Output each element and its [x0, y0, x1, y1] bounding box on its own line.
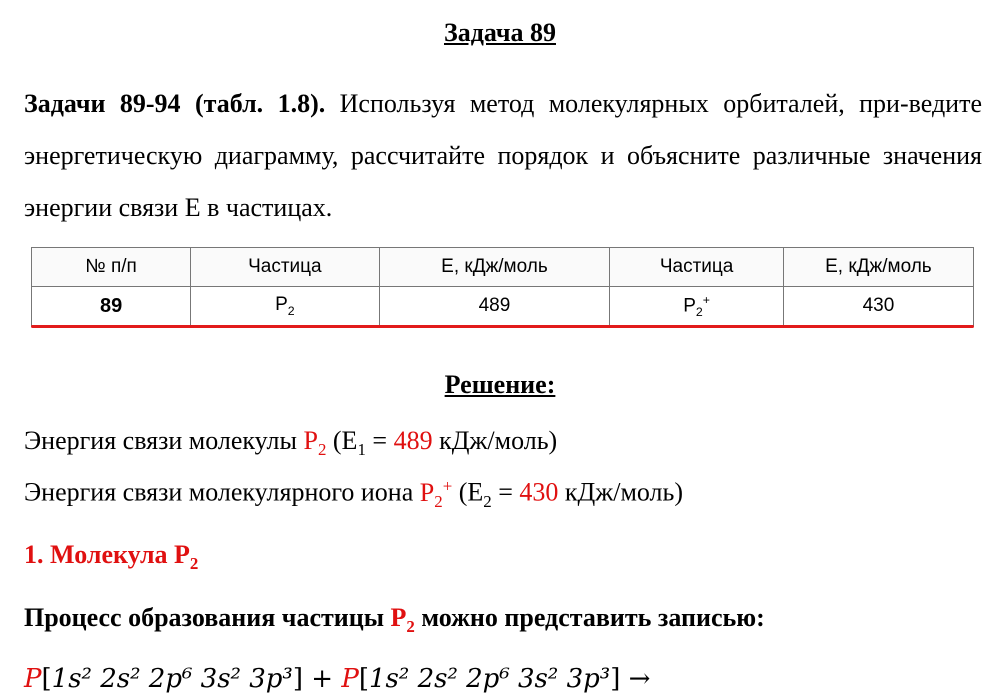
electron-config: 1s² 2s² 2p⁶ 3s² 3p³ — [369, 664, 611, 694]
cell-energy-1: 489 — [379, 287, 610, 326]
line-text: кДж/моль) — [432, 426, 558, 455]
particle-charge: + — [442, 476, 453, 495]
line-text: Энергия связи молекулярного иона — [24, 477, 420, 507]
problem-label: Задачи 89-94 (табл. 1.8). — [24, 89, 326, 118]
cell-particle-1 — [191, 287, 379, 326]
particle-symbol: P — [683, 295, 696, 317]
atom-symbol: P — [341, 664, 359, 694]
line-text: (E — [452, 477, 484, 507]
page-title: Задача 89 — [444, 18, 556, 47]
particle-subscript: 2 — [406, 617, 415, 637]
header-particle-1: Частица — [191, 248, 379, 287]
energy-value: 430 — [519, 477, 559, 507]
electron-config: 1s² 2s² 2p⁶ 3s² 3p³ — [51, 664, 293, 694]
problem-statement — [24, 78, 982, 234]
header-num: № п/п — [32, 248, 191, 287]
particle-formula — [419, 476, 453, 511]
section-subscript: 2 — [189, 554, 199, 574]
particle-symbol: P — [419, 477, 435, 507]
line-text: Энергия связи молекулы — [24, 426, 304, 455]
red-underline — [31, 325, 974, 328]
particle-formula — [390, 603, 415, 637]
energy-line-ion — [24, 476, 683, 512]
particle-subscript: 2 — [287, 303, 295, 318]
line-text: (E — [326, 426, 358, 455]
particle-symbol: P — [275, 294, 288, 316]
formation-formula: P[1s² 2s² 2p⁶ 3s² 3p³] + P[1s² 2s² 2p⁶ 3s² 3p³] → — [24, 664, 651, 694]
energy-subscript: 1 — [357, 440, 366, 460]
cell-energy-2: 430 — [783, 287, 973, 326]
section-heading — [24, 540, 198, 574]
table-header-row — [32, 248, 974, 287]
line-text: можно представить записью: — [414, 603, 765, 632]
energy-line-molecule — [24, 426, 557, 460]
header-energy-1: E, кДж/моль — [379, 248, 610, 287]
header-energy-2: E, кДж/моль — [783, 248, 973, 287]
arrow-icon: → — [620, 664, 651, 694]
header-particle-2: Частица — [610, 248, 783, 287]
table-row — [32, 287, 974, 326]
atom-symbol: P — [24, 664, 42, 694]
particle-charge: + — [702, 292, 711, 307]
solution-title: Решение: — [444, 370, 556, 399]
line-text: = — [365, 426, 394, 455]
cell-num: 89 — [32, 287, 191, 326]
section-label: 1. Молекула P — [24, 540, 190, 569]
cell-particle-2 — [610, 287, 783, 326]
particle-symbol: P — [303, 426, 318, 455]
line-text: = — [491, 477, 520, 507]
particle-symbol: P — [390, 603, 407, 632]
particle-subscript: 2 — [317, 440, 327, 460]
line-text: кДж/моль) — [558, 477, 684, 507]
problem-text: Используя метод молекулярных орбиталей, при-ведите энергетическую диаграмму, рассчитайте порядок и объясните различные значения энергии связи Е в частицах. — [24, 89, 982, 222]
particle-formula — [303, 426, 327, 460]
energy-value: 489 — [393, 426, 433, 455]
particle-subscript: 2 — [695, 305, 703, 320]
energy-subscript: 2 — [483, 491, 492, 511]
process-statement — [24, 603, 765, 637]
line-text: Процесс образования частицы — [24, 603, 391, 632]
data-table — [31, 247, 974, 326]
particle-subscript: 2 — [434, 491, 443, 511]
plus-sign: + — [303, 664, 342, 694]
